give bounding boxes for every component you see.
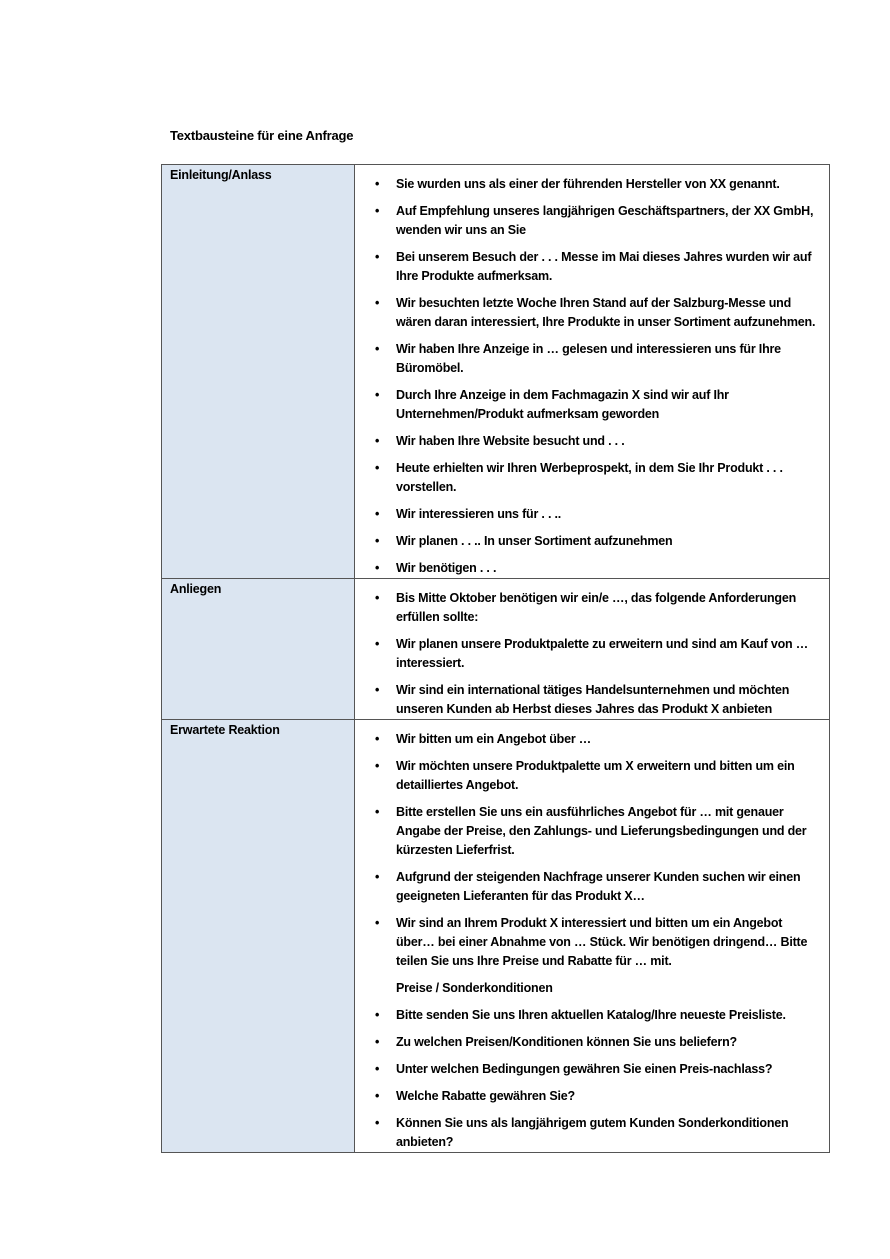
bullet-icon: • bbox=[375, 204, 380, 218]
section-label: Anliegen bbox=[162, 579, 355, 720]
table-row-einleitung bbox=[162, 165, 830, 579]
list-item: • Aufgrund der steigenden Nachfrage unserer Kunden suchen wir einen geeigneten Lieferanten für das Produkt X… bbox=[375, 870, 801, 903]
bullet-list bbox=[373, 720, 819, 1152]
list-item: • Welche Rabatte gewähren Sie? bbox=[373, 1087, 819, 1106]
list-item: • Wir planen . . .. In unser Sortiment aufzunehmen bbox=[373, 532, 819, 551]
list-item: • Wir interessieren uns für . . .. bbox=[373, 505, 819, 524]
bullet-icon: • bbox=[375, 561, 380, 575]
bullet-icon: • bbox=[375, 1089, 380, 1103]
bullet-icon: • bbox=[375, 1035, 380, 1049]
section-items-cell bbox=[355, 579, 830, 720]
bullet-icon: • bbox=[375, 1008, 380, 1022]
bullet-icon: • bbox=[375, 759, 380, 773]
document-title: Textbausteine für eine Anfrage bbox=[170, 128, 354, 143]
bullet-icon: • bbox=[375, 434, 380, 448]
table-row-anliegen bbox=[162, 579, 830, 720]
list-item: • Bei unserem Besuch der . . . Messe im Mai dieses Jahres wurden wir auf Ihre Produkte aufmerksam. bbox=[375, 250, 812, 283]
section-label: Einleitung/Anlass bbox=[162, 165, 355, 579]
list-item: • Heute erhielten wir Ihren Werbeprospekt, in dem Sie Ihr Produkt . . . vorstellen. bbox=[375, 461, 783, 494]
bullet-icon: • bbox=[375, 534, 380, 548]
bullet-icon: • bbox=[375, 388, 380, 402]
bullet-icon: • bbox=[375, 591, 380, 605]
list-item: • Wir haben Ihre Anzeige in … gelesen und interessieren uns für Ihre Büromöbel. bbox=[375, 342, 781, 375]
bullet-icon: • bbox=[375, 250, 380, 264]
list-item: • Sie wurden uns als einer der führenden Hersteller von XX genannt. bbox=[373, 175, 819, 194]
list-item: • Wir sind ein international tätiges Handelsunternehmen und möchten unseren Kunden ab Herbst dieses Jahres das Produkt X anbieten bbox=[375, 683, 790, 716]
bullet-list bbox=[373, 165, 819, 578]
list-item: • Unter welchen Bedingungen gewähren Sie einen Preis-nachlass? bbox=[373, 1060, 819, 1079]
text-blocks-table bbox=[161, 164, 830, 1153]
bullet-list bbox=[373, 579, 819, 719]
bullet-icon: • bbox=[375, 805, 380, 819]
bullet-icon: • bbox=[375, 916, 380, 930]
bullet-icon: • bbox=[375, 507, 380, 521]
list-item: • Wir haben Ihre Website besucht und . . . bbox=[373, 432, 819, 451]
list-item: • Bis Mitte Oktober benötigen wir ein/e …, das folgende Anforderungen erfüllen sollte: bbox=[375, 591, 797, 624]
bullet-icon: • bbox=[375, 461, 380, 475]
bullet-icon: • bbox=[375, 296, 380, 310]
list-item: • Auf Empfehlung unseres langjährigen Geschäftspartners, der XX GmbH, wenden wir uns an Sie bbox=[375, 204, 814, 237]
section-items-cell bbox=[355, 720, 830, 1153]
bullet-icon: • bbox=[375, 637, 380, 651]
list-item: • Bitte erstellen Sie uns ein ausführliches Angebot für … mit genauer Angabe der Preise, den Zahlungs- und Lieferungsbedingungen und der kürzesten Lieferfrist. bbox=[375, 805, 807, 857]
section-label: Erwartete Reaktion bbox=[162, 720, 355, 1153]
list-item: • Durch Ihre Anzeige in dem Fachmagazin X sind wir auf Ihr Unternehmen/Produkt aufmerksam geworden bbox=[375, 388, 729, 421]
list-item: • Wir bitten um ein Angebot über … bbox=[373, 730, 819, 749]
list-item: • Zu welchen Preisen/Konditionen können Sie uns beliefern? bbox=[373, 1033, 819, 1052]
bullet-icon: • bbox=[375, 342, 380, 356]
list-item: • Wir benötigen . . . bbox=[373, 559, 819, 578]
bullet-icon: • bbox=[375, 177, 380, 191]
bullet-icon: • bbox=[375, 1116, 380, 1130]
section-items-cell bbox=[355, 165, 830, 579]
bullet-icon: • bbox=[375, 870, 380, 884]
list-item: • Bitte senden Sie uns Ihren aktuellen Katalog/Ihre neueste Preisliste. bbox=[373, 1006, 819, 1025]
list-item: • Können Sie uns als langjährigem gutem Kunden Sonderkonditionen anbieten? bbox=[375, 1116, 789, 1149]
list-item: • Wir möchten unsere Produktpalette um X erweitern und bitten um ein detailliertes Angebot. bbox=[375, 759, 795, 792]
bullet-icon: • bbox=[375, 1062, 380, 1076]
table-row-reaktion bbox=[162, 720, 830, 1153]
bullet-icon: • bbox=[375, 683, 380, 697]
list-item: • Wir sind an Ihrem Produkt X interessiert und bitten um ein Angebot über… bei einer Abnahme von … Stück. Wir benötigen dringend… Bitte teilen Sie uns Ihre Preise und Rabatte für … mit. bbox=[375, 916, 808, 968]
list-item: • Wir planen unsere Produktpalette zu erweitern und sind am Kauf von … interessiert. bbox=[375, 637, 809, 670]
bullet-icon: • bbox=[375, 732, 380, 746]
subheading-preise: Preise / Sonderkonditionen bbox=[396, 981, 553, 995]
list-item: • Wir besuchten letzte Woche Ihren Stand auf der Salzburg-Messe und wären daran interessiert, Ihre Produkte in unser Sortiment aufzunehmen. bbox=[375, 296, 816, 329]
